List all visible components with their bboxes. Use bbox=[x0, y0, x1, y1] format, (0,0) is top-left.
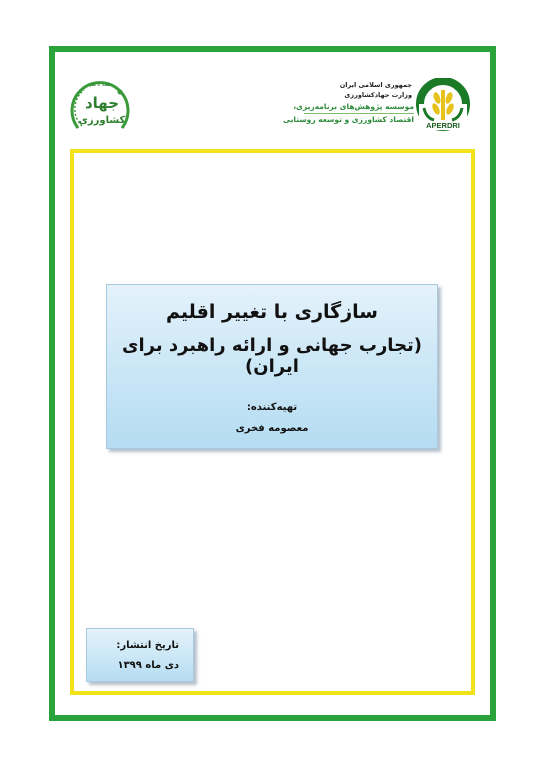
aperdri-logo bbox=[414, 78, 472, 140]
document-subtitle: (تجارب جهانی و ارائه راهبرد برای ایران) bbox=[121, 335, 423, 377]
ministry-name: وزارت جهادکشاورزی bbox=[344, 91, 412, 99]
ministry-header bbox=[292, 80, 412, 100]
jihad-logo-top-text: همه با هم bbox=[89, 82, 111, 88]
title-box bbox=[106, 284, 438, 449]
aperdri-label: APERDRI bbox=[426, 121, 460, 130]
document-title: سازگاری با تغییر اقلیم bbox=[166, 301, 378, 323]
author-name: معصومه فخری bbox=[235, 423, 309, 434]
institute-line-1: موسسه پژوهش‌های برنامه‌ریزی، bbox=[293, 102, 414, 111]
keshavarzi-logo-word: کشاورزی bbox=[78, 115, 126, 126]
jihad-logo-word: جهاد bbox=[84, 94, 120, 112]
jihad-keshavarzi-logo bbox=[64, 72, 136, 144]
institute-underline bbox=[304, 113, 414, 114]
publication-date-label: تاریخ انتشار: bbox=[116, 640, 179, 651]
institute-line-2: اقتصاد کشاورزی و توسعه روستایی bbox=[283, 115, 414, 124]
publication-date-box bbox=[86, 628, 194, 682]
prepared-by-label: تهیه‌کننده: bbox=[246, 402, 298, 413]
publication-date: دی ماه ۱۳۹۹ bbox=[117, 660, 179, 671]
country-name: جمهوری اسلامی ایران bbox=[339, 81, 412, 89]
